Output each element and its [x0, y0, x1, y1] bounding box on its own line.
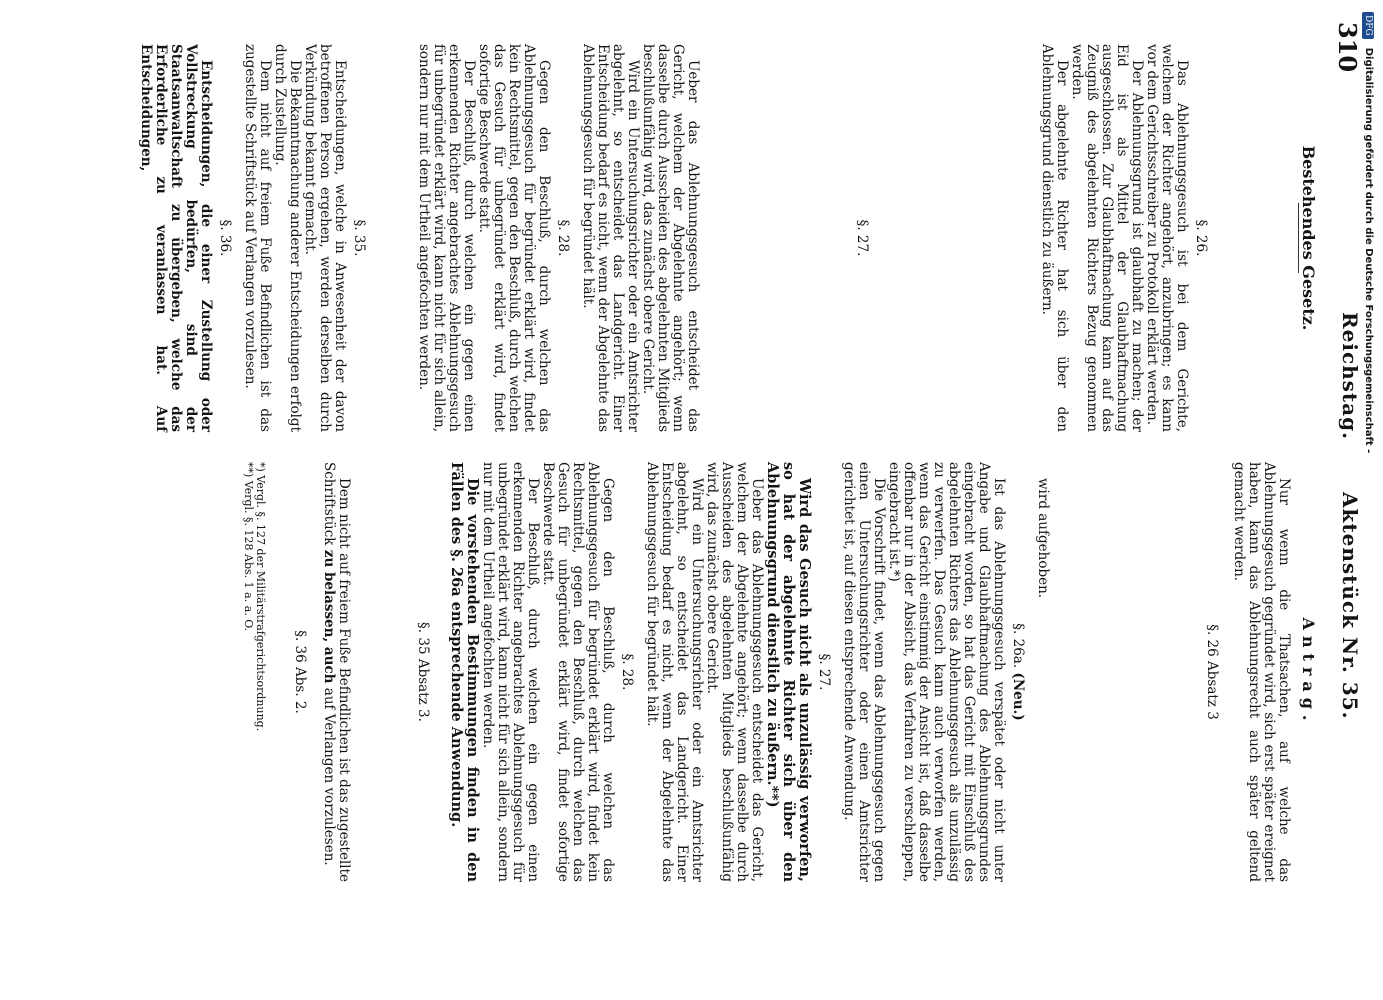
digitization-note — [1363, 12, 1383, 992]
section-35-paragraph: Entscheidungen, welche in Anwesenheit der davon betroffenen Person ergehen, werden derselben durch Verkündung bekannt gemacht. — [302, 44, 348, 432]
right-column — [86, 462, 1316, 882]
section-36-abs2-ref: §. 36 Abs. 2. — [292, 630, 308, 714]
intro-paragraph: Nur wenn die Thatsachen, auf welche das Ablehnungsgesuch gegründet wird, sich erst später ereignet haben, kann das Ablehnungsrecht auch später geltend gemacht werden. — [1231, 462, 1292, 882]
section-35-text-a: Dem nicht auf freiem Fuße Befindlichen ist das zugestellte Schriftstück — [321, 462, 352, 882]
page-number: 310 — [1333, 22, 1362, 73]
digitization-note-text: Digitalisierung gefördert durch die Deutsche Forschungsgemeinschaft - — [1363, 47, 1374, 454]
header-document-ref: Aktenstück Nr. 35. — [1338, 492, 1362, 720]
section-26a-new-label: (Neu.) — [1010, 672, 1026, 721]
document-page — [22, 22, 1362, 982]
section-28-paragraph: Der Beschluß, durch welchen ein gegen einen erkennenden Richter angebrachtes Ablehnungsgesuch für unbegründet erklärt wird, kann nicht für sich allein, sondern nur mit dem Urtheil angefochten werden. — [416, 44, 477, 432]
section-35-paragraph: Die Bekanntmachung anderer Entscheidungen erfolgt durch Zustellung. — [272, 44, 303, 432]
section-27-paragraph: Wird ein Untersuchungsrichter oder ein Amtsrichter abgelehnt, so entscheidet das Landgericht. Einer Entscheidung bedarf es nicht, wenn der Abgelehnte das Ablehnungsgesuch für begründet hält. — [644, 462, 705, 882]
footnote: *) Vergl. §. 127 der Militärstrafgerichtsordnung. — [254, 462, 267, 732]
footnotes — [242, 462, 266, 882]
section-28-paragraph: Gegen den Beschluß, durch welchen das Ablehnungsgesuch für begründet erklärt wird, findet kein Rechtsmittel, gegen den Beschluß, durch welchen das Gesuch für unbegründet erklärt wird, findet sofortige Beschwerde statt. — [540, 462, 616, 882]
section-26-title: §. 26. — [1193, 219, 1209, 257]
section-27-title: §. 27. — [854, 219, 870, 257]
dfg-logo: DFG — [1362, 12, 1374, 39]
left-column — [86, 44, 1316, 432]
section-27-paragraph: Wird ein Untersuchungsrichter oder ein Amtsrichter abgelehnt, so entscheidet das Landgericht. Einer Entscheidung bedarf es nicht, wenn der Abgelehnte das Ablehnungsgesuch für begründet hält. — [580, 44, 641, 432]
section-26a-paragraph: Die Vorschrift findet, wenn das Ablehnungsgesuch gegen einen Untersuchungsrichter oder einen Amtsrichter gerichtet ist, auf diesen entsprechende Anwendung. — [841, 462, 887, 882]
right-heading: Antrag. — [1299, 617, 1318, 727]
section-36-paragraph: Entscheidungen, die einer Zustellung oder Vollstreckung bedürfen, sind der Staatsanwaltschaft zu übergeben, welche das Erforderliche zu veranlassen hat. Auf Entscheidungen, — [138, 44, 214, 432]
section-35-amendment — [321, 462, 351, 882]
section-26-paragraph: Der Ablehnungsgrund ist glaubhaft zu machen; der Eid ist als Mittel der Glaubhaftmachung ausgeschlossen. Zur Glaubhaftmachung kann auf das Zeugniß des abgelehnten Richters Bezug genommen werden. — [1069, 44, 1145, 432]
section-27-paragraph: Ueber das Ablehnungsgesuch entscheidet das Gericht, welchem der Abgelehnte angehört; wenn dasselbe durch Ausscheiden des abgelehnten Mitglieds beschlußunfähig wird, das zunächst obere Gericht. — [640, 44, 701, 432]
section-27-amendment: Wird das Gesuch nicht als unzulässig verworfen, so hat der abgelehnte Richter sich über den Ablehnungsgrund dienstlich zu äußern.**) — [764, 462, 813, 882]
section-28-paragraph: Der Beschluß, durch welchen ein gegen einen erkennenden Richter angebrachtes Ablehnungsgesuch für unbegründet erklärt wird, kann nicht für sich allein, sondern nur mit dem Urtheil angefochten werden. — [480, 462, 541, 882]
section-28-paragraph: Gegen den Beschluß, durch welchen das Ablehnungsgesuch für begründet erklärt wird, findet kein Rechtsmittel, gegen den Beschluß, durch welchen das Gesuch für unbegründet erklärt wird, findet sofortige Beschwerde statt. — [476, 44, 552, 432]
section-36-title: §. 36. — [217, 219, 233, 257]
section-35-abs3-ref: §. 35 Absatz 3. — [415, 622, 431, 722]
section-27-paragraph: Ueber das Ablehnungsgesuch entscheidet das Gericht, welchem der Abgelehnte angehört; wenn dasselbe durch Ausscheiden des abgelehnten Mitglieds beschlußunfähig wird, das zunächst obere Gericht. — [704, 462, 765, 882]
section-35-text-bold: zu belassen, auch — [321, 549, 337, 684]
footnote: **) Vergl. §. 128 Abs. 1 a. a. O. — [242, 462, 255, 632]
section-28-title: §. 28. — [555, 219, 571, 257]
section-28-amendment: Die vorstehenden Bestimmungen finden in den Fällen des §. 26a entsprechende Anwendung. — [448, 462, 481, 882]
section-35-text-b: auf Verlangen vorzulesen. — [321, 687, 337, 866]
section-26-paragraph: Das Ablehnungsgesuch ist bei dem Gerichte, welchem der Richter angehört, anzubringen; es kann vor dem Gerichtsschreiber zu Protokoll erklärt werden. — [1144, 44, 1190, 432]
left-heading: Bestehendes Gesetz. — [1299, 145, 1318, 331]
section-28-title: §. 28. — [619, 653, 635, 691]
section-26a-heading — [1010, 462, 1025, 882]
section-27-title: §. 27. — [816, 653, 832, 691]
section-26-abs3-ref: §. 26 Absatz 3 — [1204, 624, 1220, 720]
header-title: Reichstag. — [1338, 312, 1362, 441]
section-26a-title: §. 26a. — [1010, 623, 1026, 669]
section-35-paragraph: Dem nicht auf freiem Fuße Befindlichen ist das zugestellte Schriftstück auf Verlangen vorzulesen. — [242, 44, 273, 432]
section-35-title: §. 35. — [351, 219, 367, 257]
section-26a-paragraph: Ist das Ablehnungsgesuch verspätet oder nicht unter Angabe und Glaubhaftmachung des Ablehnungsgrundes eingebracht worden, so hat das Gericht mit Einschluß des abgelehnten Richters das Ablehnungsgesuch als unzulässig zu verwerfen. Das Gesuch kann auch verworfen werden, wenn das Gericht einstimmig der Ansicht ist, daß dasselbe offenbar nur in der Absicht, das Verfahren zu verschleppen, eingebracht ist.*) — [886, 462, 1007, 882]
section-26-paragraph: Der abgelehnte Richter hat sich über den Ablehnungsgrund dienstlich zu äußern. — [1039, 44, 1070, 432]
section-26-abs3-text: wird aufgehoben. — [1035, 478, 1051, 599]
